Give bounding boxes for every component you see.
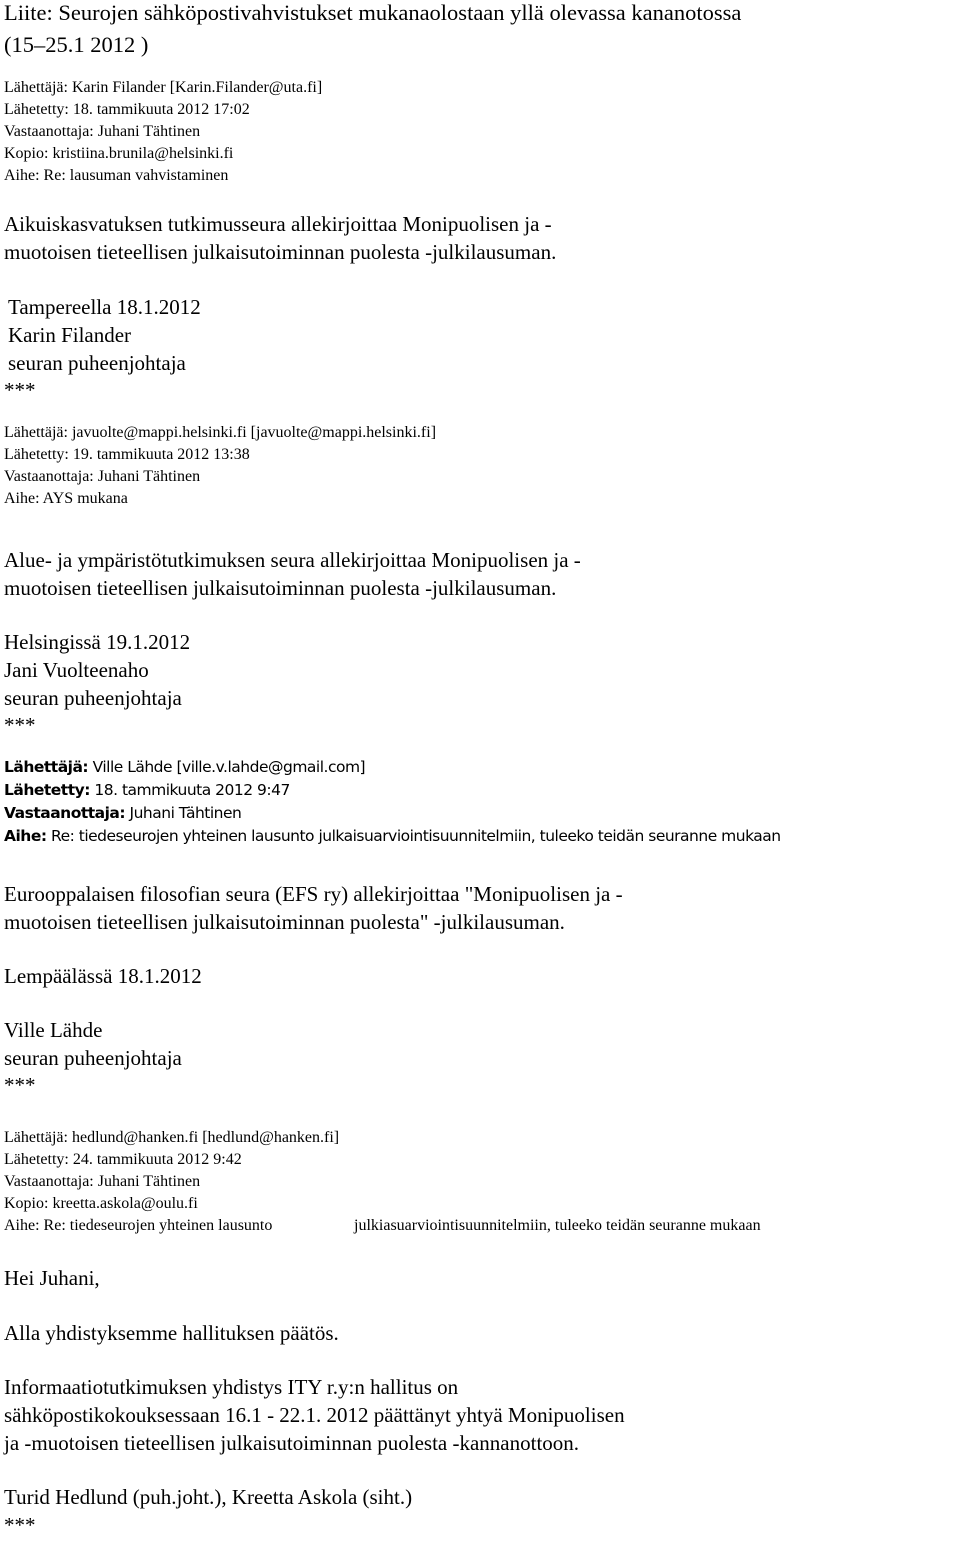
msg4-body-line-2: sähköpostikokouksessaan 16.1 - 22.1. 2012 päättänyt yhtyä Monipuolisen bbox=[4, 1403, 625, 1427]
msg2-place-date: Helsingissä 19.1.2012 bbox=[4, 630, 191, 654]
msg4-separator: *** bbox=[4, 1513, 36, 1537]
msg3-separator: *** bbox=[4, 1073, 36, 1097]
msg2-signer-role: seuran puheenjohtaja bbox=[4, 686, 182, 710]
msg4-body-intro: Alla yhdistyksemme hallituksen päätös. bbox=[4, 1321, 339, 1345]
msg4-body-line-1: Informaatiotutkimuksen yhdistys ITY r.y:n hallitus on bbox=[4, 1375, 459, 1399]
msg2-from: Lähettäjä: javuolte@mappi.helsinki.fi [javuolte@mappi.helsinki.fi] bbox=[4, 424, 437, 441]
msg4-signature: Turid Hedlund (puh.joht.), Kreetta Askola (siht.) bbox=[4, 1485, 413, 1509]
msg3-body-line-1: Eurooppalaisen filosofian seura (EFS ry) allekirjoittaa "Monipuolisen ja - bbox=[4, 882, 623, 906]
msg1-body-line-1: Aikuiskasvatuksen tutkimusseura allekirjoittaa Monipuolisen ja - bbox=[4, 212, 552, 236]
msg1-body-line-2: muotoisen tieteellisen julkaisutoiminnan puolesta -julkilausuman. bbox=[4, 240, 557, 264]
doc-title-line-2: (15–25.1 2012 ) bbox=[4, 32, 149, 57]
msg4-greeting: Hei Juhani, bbox=[4, 1266, 100, 1290]
msg4-to: Vastaanottaja: Juhani Tähtinen bbox=[4, 1173, 201, 1190]
msg3-from-label: Lähettäjä: bbox=[4, 758, 89, 776]
msg3-subject-value: Re: tiedeseurojen yhteinen lausunto julkaisuarviointisuunnitelmiin, tuleeko teidän seuranne mukaan bbox=[46, 827, 781, 845]
msg1-signer-role: seuran puheenjohtaja bbox=[8, 351, 186, 375]
msg1-from: Lähettäjä: Karin Filander [Karin.Filander@uta.fi] bbox=[4, 79, 323, 96]
msg1-to: Vastaanottaja: Juhani Tähtinen bbox=[4, 123, 201, 140]
msg1-place-date: Tampereella 18.1.2012 bbox=[8, 295, 201, 319]
msg3-body-line-2: muotoisen tieteellisen julkaisutoiminnan puolesta" -julkilausuman. bbox=[4, 910, 565, 934]
msg3-place-date: Lempäälässä 18.1.2012 bbox=[4, 964, 202, 988]
msg2-body-line-1: Alue- ja ympäristötutkimuksen seura allekirjoittaa Monipuolisen ja - bbox=[4, 548, 581, 572]
msg1-sent: Lähetetty: 18. tammikuuta 2012 17:02 bbox=[4, 101, 250, 118]
msg1-signer-name: Karin Filander bbox=[8, 323, 132, 347]
msg4-subject: Aihe: Re: tiedeseurojen yhteinen lausunto bbox=[4, 1217, 273, 1234]
msg1-cc: Kopio: kristiina.brunila@helsinki.fi bbox=[4, 145, 234, 162]
msg1-separator: *** bbox=[4, 378, 36, 402]
msg4-body-line-3: ja -muotoisen tieteellisen julkaisutoiminnan puolesta -kannanottoon. bbox=[4, 1431, 580, 1455]
msg2-body-line-2: muotoisen tieteellisen julkaisutoiminnan puolesta -julkilausuman. bbox=[4, 576, 557, 600]
msg3-sent-value: 18. tammikuuta 2012 9:47 bbox=[89, 781, 290, 799]
msg2-sent: Lähetetty: 19. tammikuuta 2012 13:38 bbox=[4, 446, 250, 463]
msg2-subject: Aihe: AYS mukana bbox=[4, 490, 128, 507]
msg3-sent bbox=[4, 783, 290, 799]
msg3-from-value: Ville Lähde [ville.v.lahde@gmail.com] bbox=[88, 758, 366, 776]
msg3-sent-label: Lähetetty: bbox=[4, 781, 90, 799]
msg4-sent: Lähetetty: 24. tammikuuta 2012 9:42 bbox=[4, 1151, 242, 1168]
msg3-signer-name: Ville Lähde bbox=[4, 1018, 103, 1042]
msg3-from bbox=[4, 760, 365, 776]
msg3-to bbox=[4, 806, 241, 822]
msg3-subject bbox=[4, 829, 781, 845]
msg3-signer-role: seuran puheenjohtaja bbox=[4, 1046, 182, 1070]
msg2-separator: *** bbox=[4, 713, 36, 737]
msg4-cc: Kopio: kreetta.askola@oulu.fi bbox=[4, 1195, 198, 1212]
msg3-to-label: Vastaanottaja: bbox=[4, 804, 126, 822]
msg4-from: Lähettäjä: hedlund@hanken.fi [hedlund@hanken.fi] bbox=[4, 1129, 340, 1146]
msg4-subject-continued: julkiasuarviointisuunnitelmiin, tuleeko teidän seuranne mukaan bbox=[354, 1217, 761, 1234]
msg2-to: Vastaanottaja: Juhani Tähtinen bbox=[4, 468, 201, 485]
msg2-signer-name: Jani Vuolteenaho bbox=[4, 658, 149, 682]
msg3-subject-label: Aihe: bbox=[4, 827, 47, 845]
msg3-to-value: Juhani Tähtinen bbox=[125, 804, 242, 822]
msg1-subject: Aihe: Re: lausuman vahvistaminen bbox=[4, 167, 229, 184]
doc-title-line-1: Liite: Seurojen sähköpostivahvistukset mukanaolostaan yllä olevassa kananotossa bbox=[4, 0, 742, 25]
